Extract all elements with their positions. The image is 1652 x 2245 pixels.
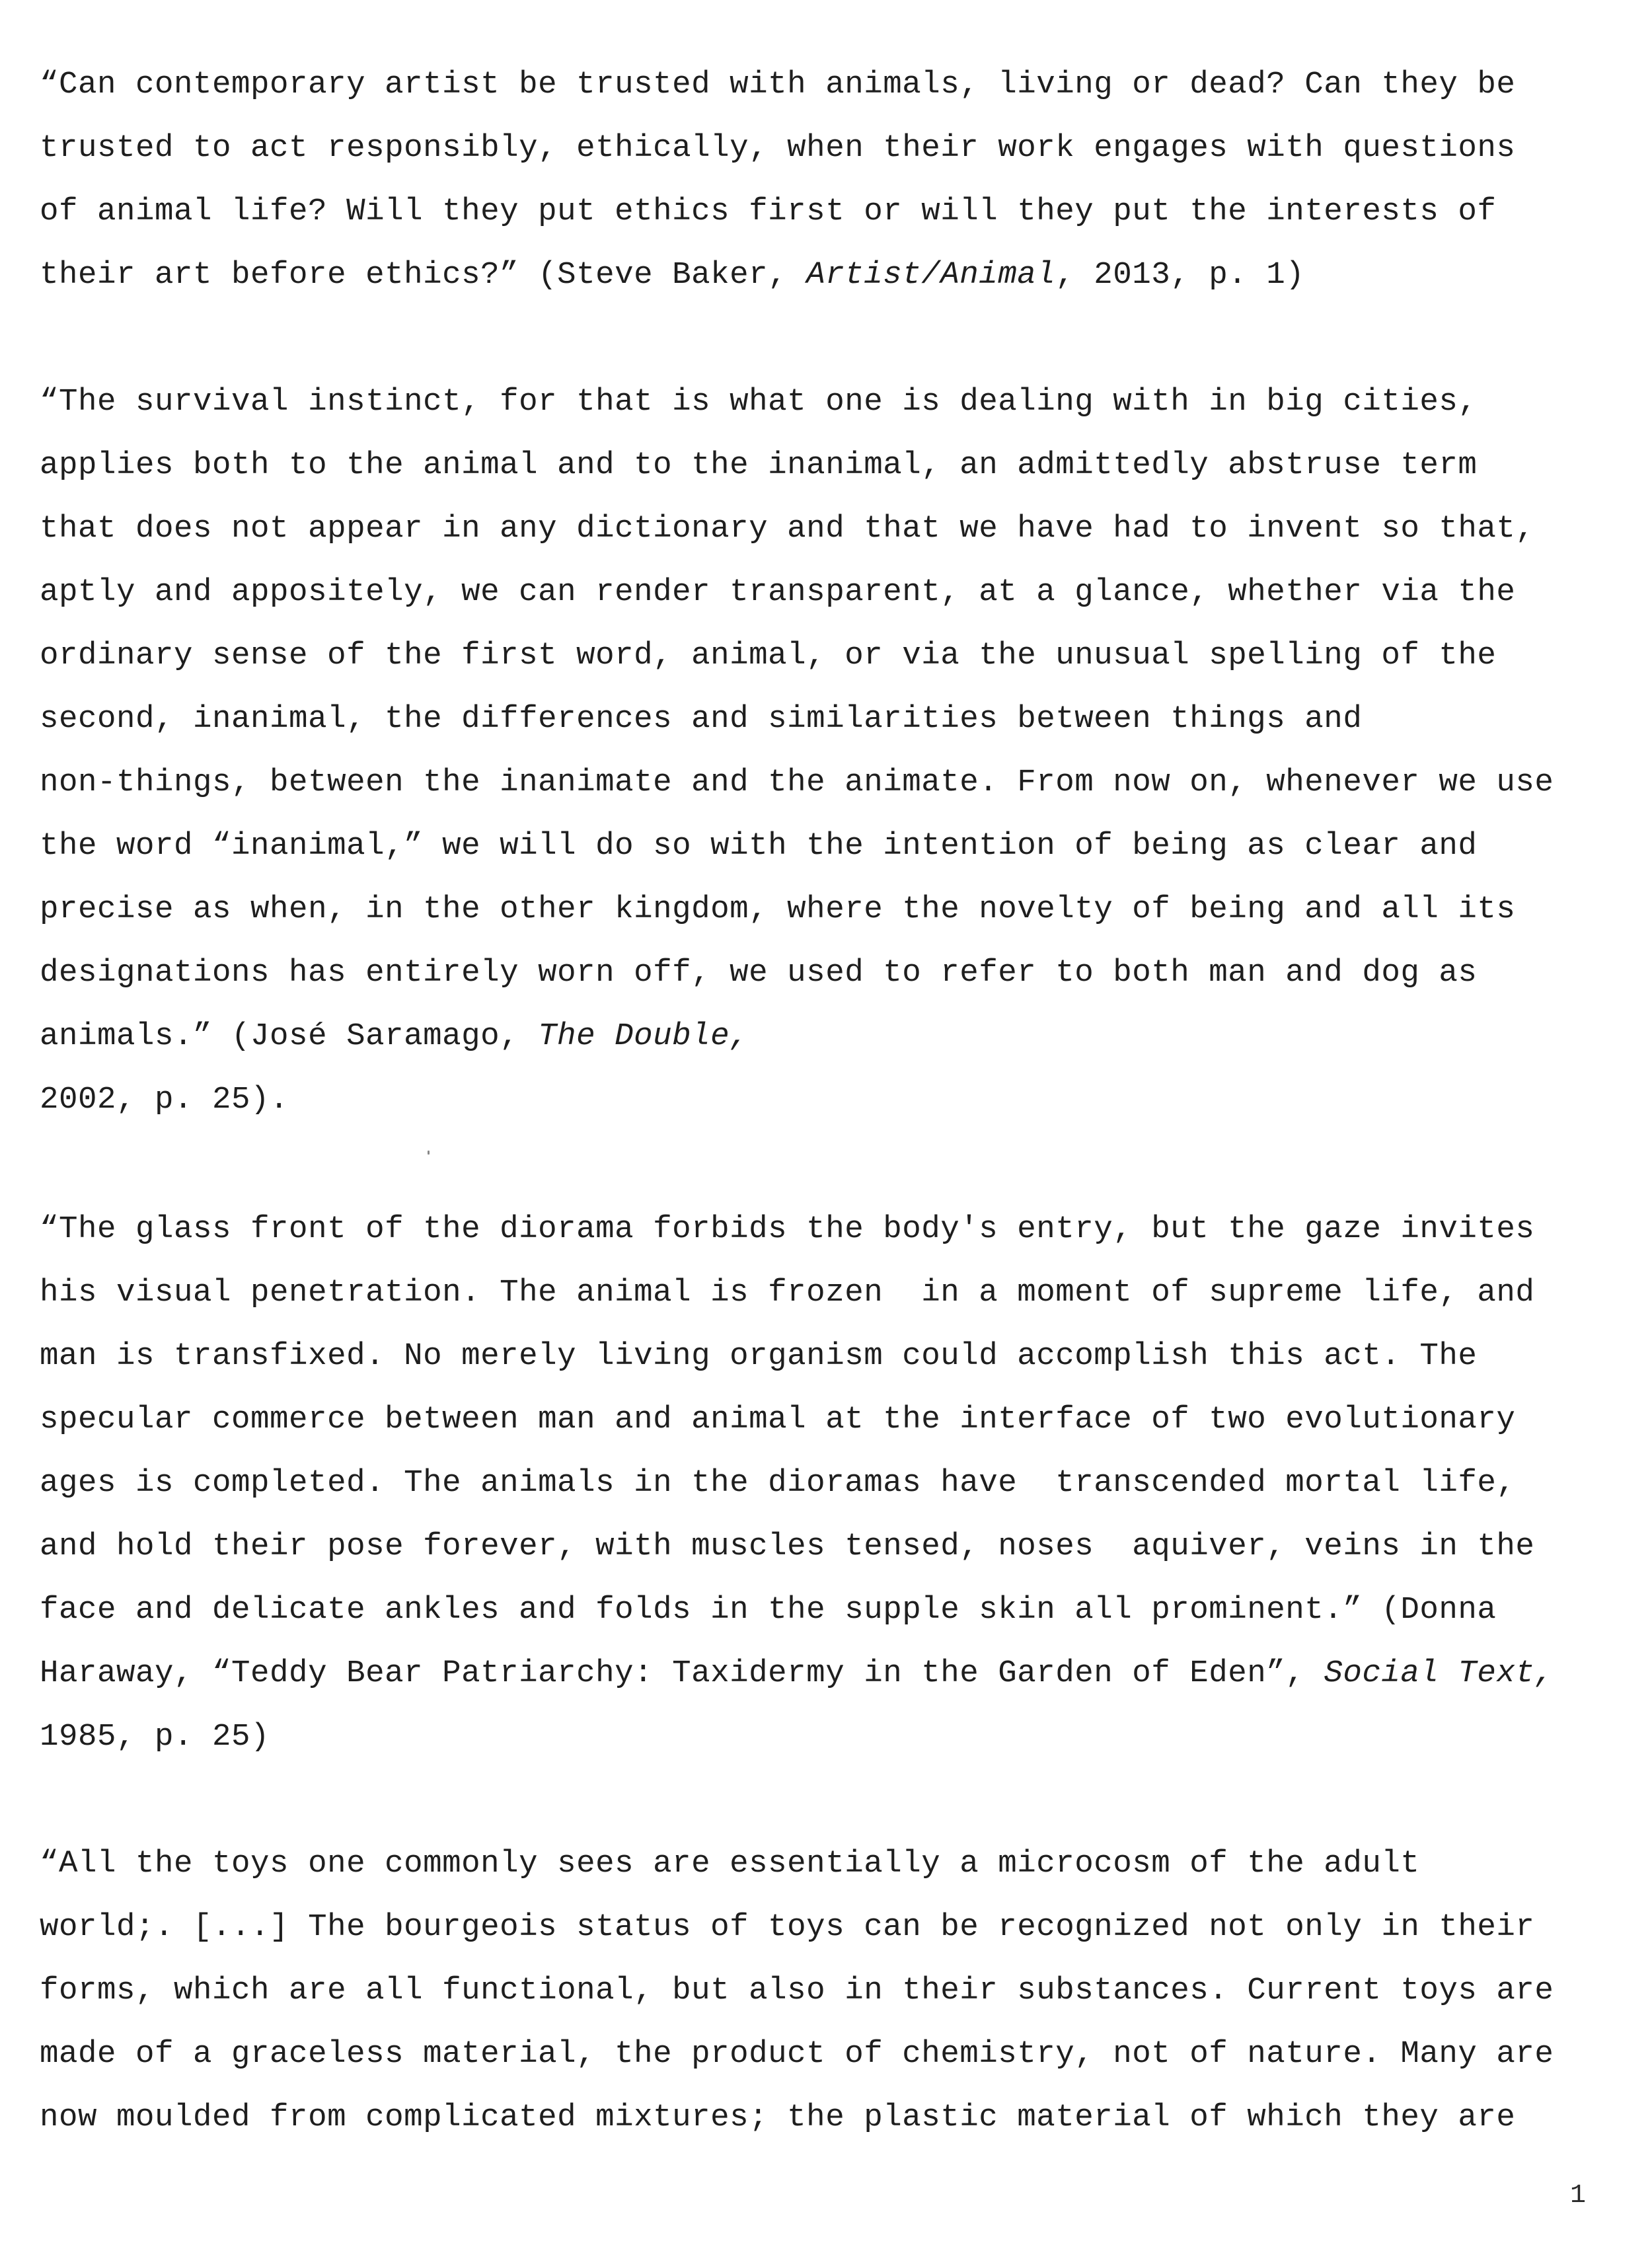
text-line: “All the toys one commonly sees are essentially a microcosm of the adult [40,1846,1420,1882]
text-line: trusted to act responsibly, ethically, when their work engages with questions [40,130,1516,166]
page-number: 1 [1570,2181,1587,2211]
citation-line [40,1016,749,1056]
text-line: his visual penetration. The animal is frozen in a moment of supreme life, and [40,1275,1535,1311]
text-line: applies both to the animal and to the inanimal, an admittedly abstruse term [40,447,1478,483]
citation-title: Social Text, [1324,1655,1554,1691]
text-line: specular commerce between man and animal at the interface of two evolutionary [40,1402,1516,1437]
text-line: non-things, between the inanimate and the animate. From now on, whenever we use [40,765,1554,800]
citation-line [40,255,1304,295]
scan-speck [428,1151,430,1155]
text-line: made of a graceless material, the product of chemistry, not of nature. Many are [40,2036,1554,2072]
citation-line [40,1654,1554,1693]
text-line: face and delicate ankles and folds in the supple skin all prominent.” (Donna [40,1592,1497,1628]
citation-text: , 2013, p. 1) [1055,257,1305,293]
text-line: second, inanimal, the differences and similarities between things and [40,701,1363,737]
citation-text: Haraway, “Teddy Bear Patriarchy: Taxidermy in the Garden of Eden”, [40,1655,1324,1691]
citation-title: The Double, [538,1018,749,1054]
text-line: man is transfixed. No merely living organism could accomplish this act. The [40,1338,1478,1374]
text-line: “The survival instinct, for that is what one is dealing with in big cities, [40,384,1478,420]
text-line: designations has entirely worn off, we used to refer to both man and dog as [40,955,1478,991]
text-line: ages is completed. The animals in the dioramas have transcended mortal life, [40,1465,1516,1501]
citation-title: Artist/Animal [806,257,1056,293]
text-line: of animal life? Will they put ethics first or will they put the interests of [40,194,1497,229]
text-line: aptly and appositely, we can render transparent, at a glance, whether via the [40,574,1516,610]
citation-year-line: 2002, p. 25). [40,1082,289,1118]
citation-text: animals.” (José Saramago, [40,1018,539,1054]
text-line: that does not appear in any dictionary and that we have had to invent so that, [40,511,1535,547]
text-line: ordinary sense of the first word, animal, or via the unusual spelling of the [40,638,1497,673]
text-line: and hold their pose forever, with muscles tensed, noses aquiver, veins in the [40,1529,1535,1564]
text-line: now moulded from complicated mixtures; the plastic material of which they are [40,2100,1516,2135]
text-line: forms, which are all functional, but also in their substances. Current toys are [40,1973,1554,2008]
text-line: precise as when, in the other kingdom, where the novelty of being and all its [40,892,1516,927]
citation-text: their art before ethics?” (Steve Baker, [40,257,807,293]
text-line: world;. [...] The bourgeois status of toys can be recognized not only in their [40,1909,1535,1945]
citation-year-line: 1985, p. 25) [40,1719,270,1755]
text-line: “Can contemporary artist be trusted with animals, living or dead? Can they be [40,67,1516,102]
text-line: “The glass front of the diorama forbids the body's entry, but the gaze invites [40,1211,1535,1247]
text-line: the word “inanimal,” we will do so with the intention of being as clear and [40,828,1478,864]
